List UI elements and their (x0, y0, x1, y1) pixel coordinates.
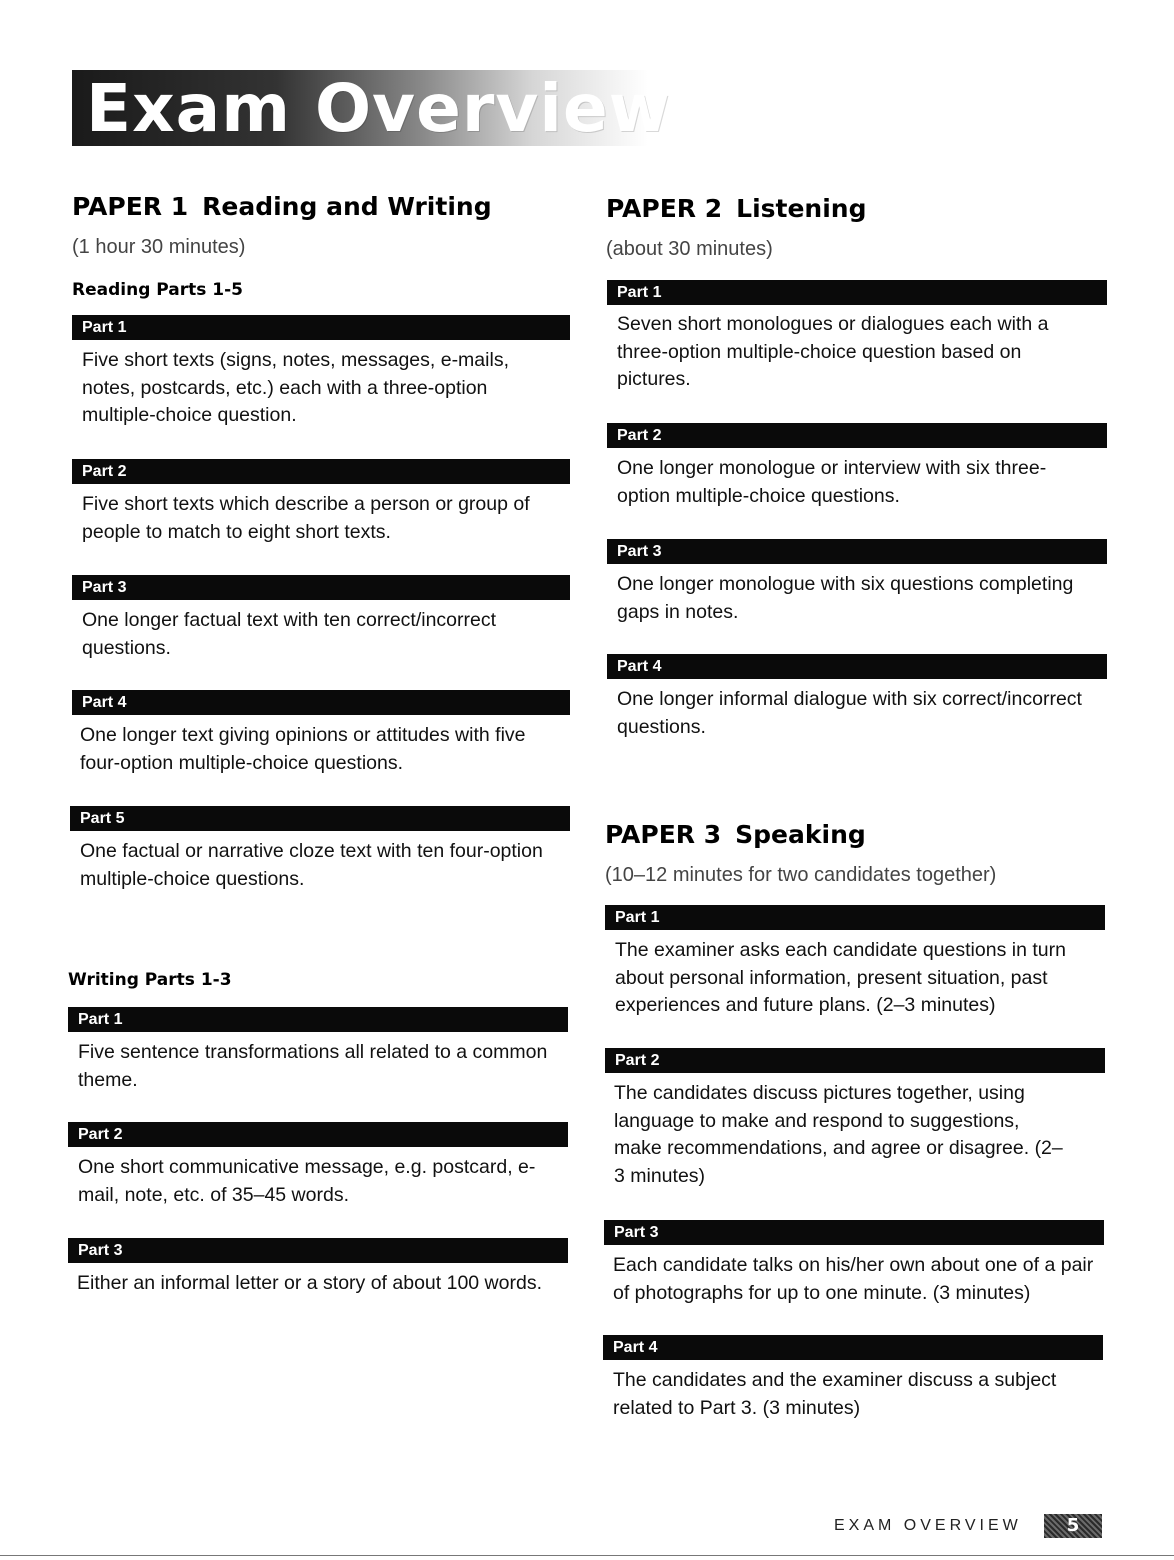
speaking-part3-text: Each candidate talks on his/her own about one of a pair of photographs for up to one minute. (3 minutes) (613, 1254, 1094, 1304)
reading-part4-bar: Part 4 (72, 690, 570, 715)
paper2-heading (606, 194, 867, 224)
reading-parts-heading: Reading Parts 1-5 (72, 280, 244, 300)
paper3-duration: (10–12 minutes for two candidates together) (605, 864, 997, 886)
paper1-duration: (1 hour 30 minutes) (72, 236, 246, 258)
reading-part2-text: Five short texts which describe a person or group of people to match to eight short texts. (82, 493, 530, 543)
writing-part1-text: Five sentence transformations all related to a common theme. (78, 1041, 548, 1091)
listening-part1-text: Seven short monologues or dialogues each with a three-option multiple-choice question based on pictures. (617, 313, 1049, 390)
paper3-title: Speaking (735, 820, 866, 849)
reading-part5-bar: Part 5 (70, 806, 570, 831)
paper3-heading (605, 820, 866, 850)
reading-part3-text: One longer factual text with ten correct/incorrect questions. (82, 609, 497, 659)
paper3-number: PAPER 3 (605, 820, 722, 849)
speaking-part3-bar: Part 3 (604, 1220, 1104, 1245)
paper2-title: Listening (736, 194, 867, 223)
writing-part2-bar: Part 2 (68, 1122, 568, 1147)
reading-part4-text: One longer text giving opinions or attitudes with five four-option multiple-choice questions. (80, 724, 526, 774)
running-footer: EXAM OVERVIEW (834, 1517, 1022, 1534)
writing-part3-text: Either an informal letter or a story of about 100 words. (77, 1272, 542, 1294)
speaking-part1-bar: Part 1 (605, 905, 1105, 930)
speaking-part1-text: The examiner asks each candidate questions in turn about personal information, present situation, past experiences and future plans. (2–3 minutes) (615, 939, 1066, 1016)
paper1-heading (72, 192, 492, 222)
writing-part1-bar: Part 1 (68, 1007, 568, 1032)
speaking-part2-bar: Part 2 (605, 1048, 1105, 1073)
listening-part1-bar: Part 1 (607, 280, 1107, 305)
listening-part2-text: One longer monologue or interview with six three-option multiple-choice questions. (617, 457, 1047, 507)
writing-parts-heading: Writing Parts 1-3 (68, 970, 232, 990)
speaking-part4-bar: Part 4 (603, 1335, 1103, 1360)
paper2-number: PAPER 2 (606, 194, 723, 223)
reading-part2-bar: Part 2 (72, 459, 570, 484)
listening-part2-bar: Part 2 (607, 423, 1107, 448)
paper2-duration: (about 30 minutes) (606, 238, 773, 260)
paper1-number: PAPER 1 (72, 192, 189, 221)
paper1-title: Reading and Writing (202, 192, 492, 221)
bottom-rule (0, 1555, 1174, 1556)
listening-part3-bar: Part 3 (607, 539, 1107, 564)
speaking-part4-text: The candidates and the examiner discuss a subject related to Part 3. (3 minutes) (613, 1369, 1057, 1419)
page-title: Exam Overview (86, 70, 671, 146)
listening-part3-text: One longer monologue with six questions completing gaps in notes. (617, 573, 1074, 623)
reading-part3-bar: Part 3 (72, 575, 570, 600)
speaking-part2-text: The candidates discuss pictures together, using language to make and respond to suggestions, make recommendations, and agree or disagree. (2–3 minutes) (614, 1082, 1063, 1187)
listening-part4-bar: Part 4 (607, 654, 1107, 679)
writing-part2-text: One short communicative message, e.g. postcard, e-mail, note, etc. of 35–45 words. (78, 1156, 536, 1206)
writing-part3-bar: Part 3 (68, 1238, 568, 1263)
reading-part5-text: One factual or narrative cloze text with ten four-option multiple-choice questions. (80, 840, 543, 890)
reading-part1-bar: Part 1 (72, 315, 570, 340)
listening-part4-text: One longer informal dialogue with six correct/incorrect questions. (617, 688, 1082, 738)
page-number: 5 (1044, 1514, 1102, 1538)
reading-part1-text: Five short texts (signs, notes, messages, e-mails, notes, postcards, etc.) each with a three-option multiple-choice question. (82, 349, 509, 426)
title-banner (72, 70, 712, 146)
